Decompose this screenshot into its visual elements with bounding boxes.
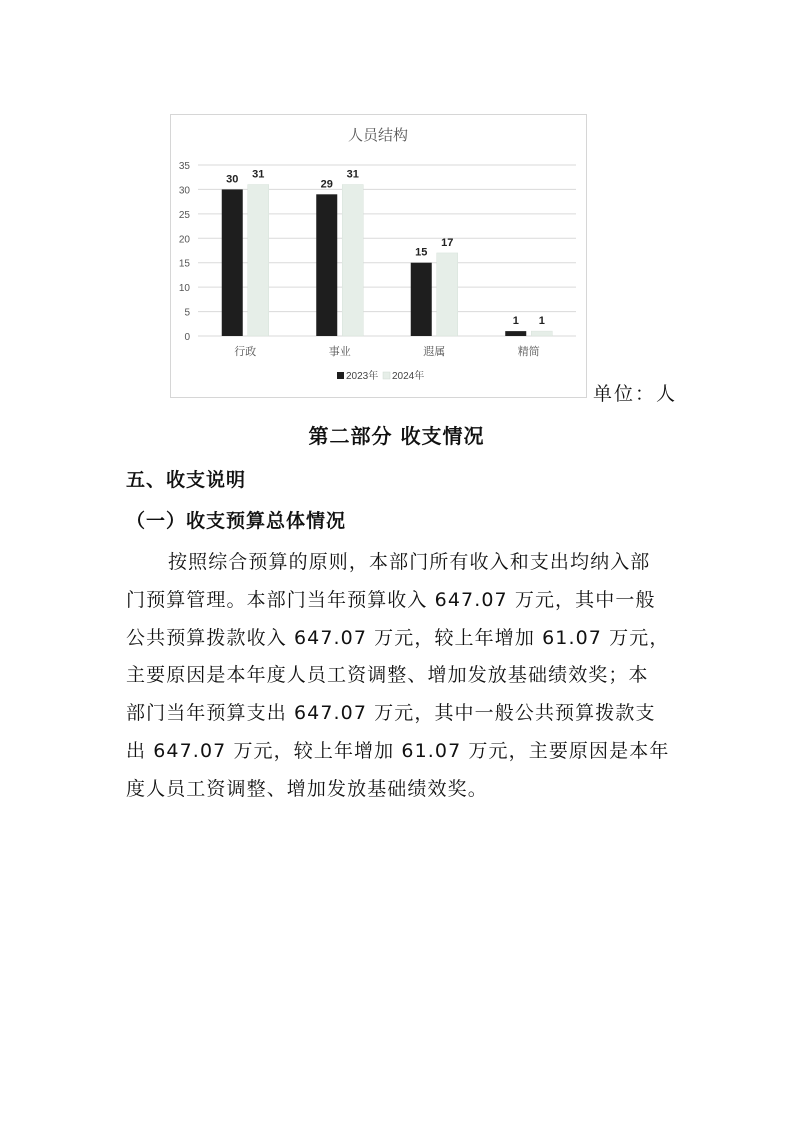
chart-title: 人员结构	[347, 127, 409, 144]
bar	[437, 253, 458, 336]
y-tick-label: 5	[184, 307, 190, 319]
data-label: 31	[252, 168, 265, 181]
data-label: 17	[441, 236, 454, 249]
data-label: 29	[320, 178, 333, 191]
paragraph-line: 门预算管理。本部门当年预算收入 647.07 万元，其中一般	[126, 588, 656, 611]
legend-label: 2023年	[346, 371, 379, 382]
y-tick-label: 10	[178, 283, 190, 295]
data-label: 1	[512, 315, 519, 328]
paragraph-line: 部门当年预算支出 647.07 万元，其中一般公共预算拨款支	[126, 702, 656, 725]
paragraph-line: 按照综合预算的原则，本部门所有收入和支出均纳入部	[168, 551, 651, 573]
x-category-label: 行政	[234, 346, 257, 358]
personnel-structure-chart	[170, 114, 587, 398]
bar	[505, 331, 526, 336]
bar	[411, 263, 432, 336]
legend-label: 2024年	[392, 371, 425, 382]
paragraph-line: 出 647.07 万元，较上年增加 61.07 万元，主要原因是本年	[126, 739, 670, 762]
data-label: 1	[538, 315, 545, 328]
data-label: 15	[415, 246, 428, 259]
bar	[316, 194, 337, 336]
budget-paragraph	[126, 544, 678, 809]
paragraph-line: 公共预算拨款收入 647.07 万元，较上年增加 61.07 万元，	[126, 626, 670, 649]
data-label: 30	[226, 173, 239, 186]
section-heading: 五、收支说明	[126, 469, 247, 491]
legend-swatch	[337, 372, 344, 379]
paragraph-line: 度人员工资调整、增加发放基础绩效奖。	[126, 777, 488, 800]
legend-swatch	[383, 372, 390, 379]
bar	[248, 185, 269, 336]
y-tick-label: 30	[178, 185, 190, 197]
unit-label: 单位：人	[593, 383, 678, 405]
bar	[222, 189, 243, 336]
y-tick-label: 35	[178, 161, 190, 172]
sub-heading: （一）收支预算总体情况	[126, 510, 347, 532]
y-tick-label: 20	[178, 234, 190, 246]
data-label: 31	[346, 168, 359, 181]
y-tick-label: 0	[184, 332, 190, 343]
bar	[531, 331, 552, 336]
x-category-label: 遐属	[423, 346, 446, 358]
paragraph-line: 主要原因是本年度人员工资调整、增加发放基础绩效奖；本	[126, 664, 649, 687]
y-tick-label: 15	[178, 258, 190, 270]
part-title: 第二部分 收支情况	[308, 424, 485, 448]
x-category-label: 事业	[328, 346, 351, 358]
y-tick-label: 25	[178, 209, 190, 221]
bar-chart-svg	[171, 115, 586, 397]
bar	[342, 185, 363, 336]
x-category-label: 精简	[517, 346, 540, 358]
